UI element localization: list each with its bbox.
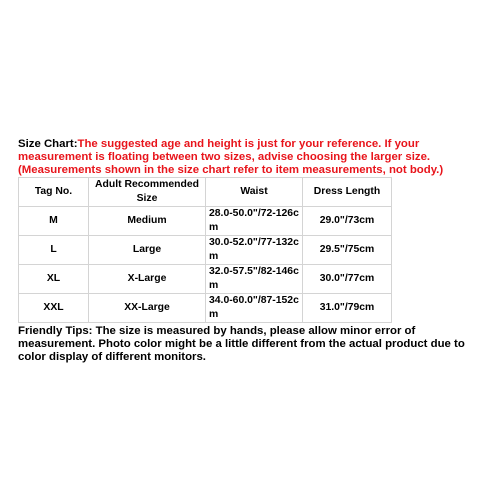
table-row (19, 236, 392, 265)
table-row (19, 294, 392, 323)
header-waist: Waist (206, 178, 303, 207)
header-tag-no: Tag No. (19, 178, 89, 207)
cell-dress-length: 29.5"/75cm (303, 236, 392, 265)
cell-dress-length: 31.0"/79cm (303, 294, 392, 323)
size-chart-note: The suggested age and height is just for your reference. If your measurement is floating between two sizes, advise choosing the larger size. (Measurements shown in the size chart refer to item measurements, not body.) (18, 138, 444, 176)
cell-dress-length: 30.0"/77cm (303, 265, 392, 294)
header-dress-length: Dress Length (303, 178, 392, 207)
table-row (19, 207, 392, 236)
header-adult-size: Adult Recommended Size (89, 178, 206, 207)
size-chart-header (18, 138, 484, 177)
cell-tag: L (19, 236, 89, 265)
cell-tag: XL (19, 265, 89, 294)
cell-tag: XXL (19, 294, 89, 323)
cell-waist: 32.0-57.5"/82-146cm (206, 265, 303, 294)
cell-dress-length: 29.0"/73cm (303, 207, 392, 236)
cell-waist: 28.0-50.0"/72-126cm (206, 207, 303, 236)
cell-adult-size: Large (89, 236, 206, 265)
cell-tag: M (19, 207, 89, 236)
cell-adult-size: XX-Large (89, 294, 206, 323)
size-chart-label: Size Chart: (18, 138, 78, 150)
friendly-tips: Friendly Tips: The size is measured by hands, please allow minor error of measurement. Photo color might be a little different from the actual product due to color display of different monitors. (18, 325, 465, 363)
table-row (19, 265, 392, 294)
size-table (18, 177, 392, 323)
cell-adult-size: X-Large (89, 265, 206, 294)
cell-waist: 30.0-52.0"/77-132cm (206, 236, 303, 265)
cell-waist: 34.0-60.0"/87-152cm (206, 294, 303, 323)
cell-adult-size: Medium (89, 207, 206, 236)
table-header-row (19, 178, 392, 207)
